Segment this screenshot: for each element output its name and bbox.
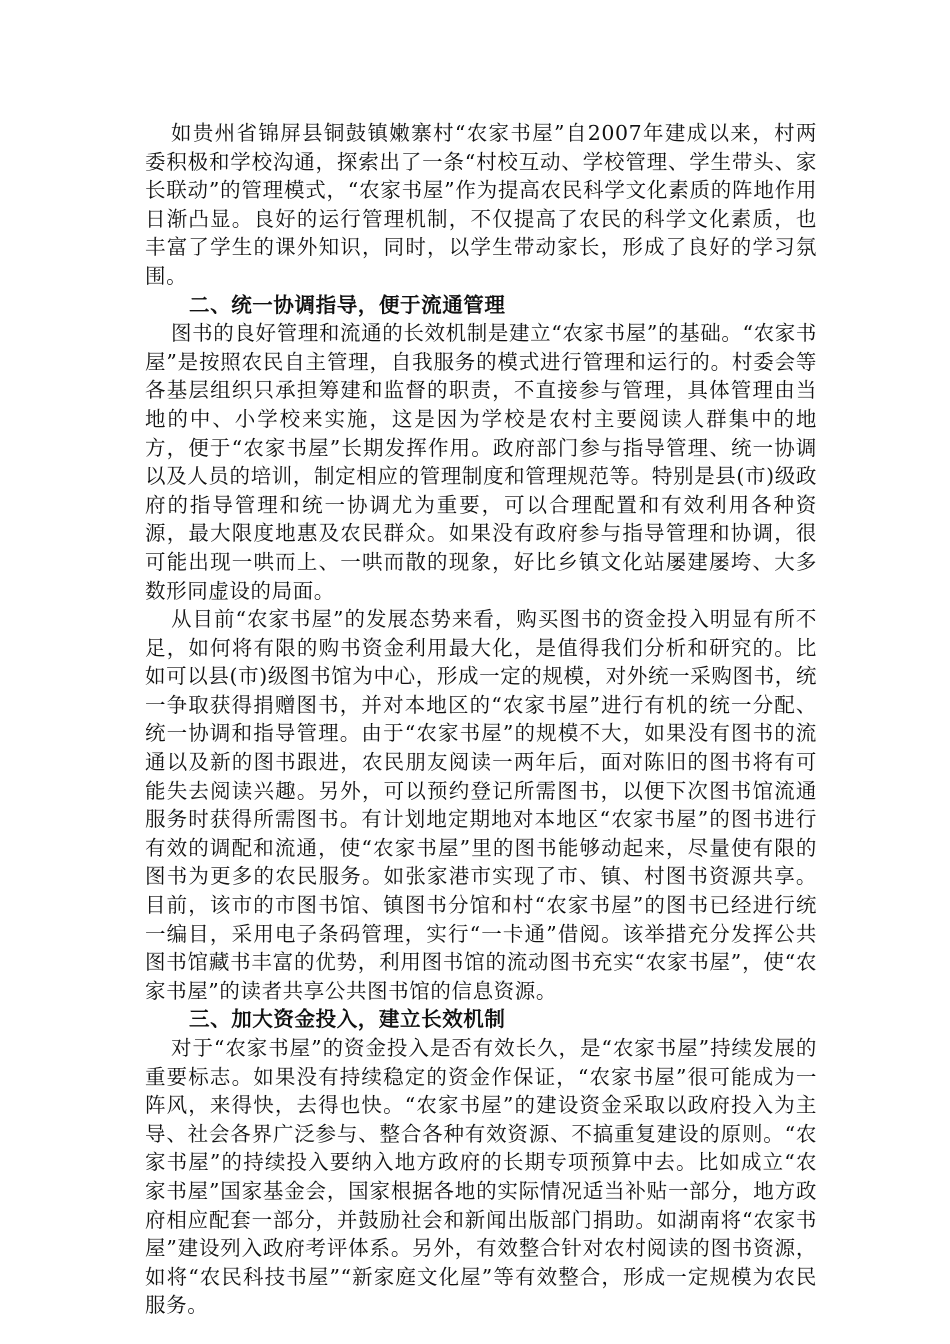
paragraph-funding-circulation: 从目前“农家书屋”的发展态势来看，购买图书的资金投入明显有所不足，如何将有限的购书资金利用最大化，是值得我们分析和研究的。比如可以县(市)级图书馆为中心，形成一定的规模，对外统一采购图书，统一争取获得捐赠图书，并对本地区的“农家书屋”进行有机的统一分配、统一协调和指导管理。由于“农家书屋”的规模不大，如果没有图书的流通以及新的图书跟进，农民朋友阅读一两年后，面对陈旧的图书将有可能失去阅读兴趣。另外，可以预约登记所需图书，以便下次图书馆流通服务时获得所需图书。有计划地定期地对本地区“农家书屋”的图书进行有效的调配和流通，使“农家书屋”里的图书能够动起来，尽量使有限的图书为更多的农民服务。如张家港市实现了市、镇、村图书资源共享。目前，该市的市图书馆、镇图书分馆和村“农家书屋”的图书已经进行统一编目，采用电子条码管理，实行“一卡通”借阅。该举措充分发挥公共图书馆藏书丰富的优势，利用图书馆的流动图书充实“农家书屋”，使“农家书屋”的读者共享公共图书馆的信息资源。 [145,607,817,1003]
paragraph-management-mechanism: 图书的良好管理和流通的长效机制是建立“农家书屋”的基础。“农家书屋”是按照农民自主管理，自我服务的模式进行管理和运行的。村委会等各基层组织只承担筹建和监督的职责，不直接参与管理，具体管理由当地的中、小学校来实施，这是因为学校是农村主要阅读人群集中的地方，便于“农家书屋”长期发挥作用。政府部门参与指导管理、统一协调以及人员的培训，制定相应的管理制度和管理规范等。特别是县(市)级政府的指导管理和统一协调尤为重要，可以合理配置和有效利用各种资源，最大限度地惠及农民群众。如果没有政府参与指导管理和协调，很可能出现一哄而上、一哄而散的现象，好比乡镇文化站屡建屡垮、大多数形同虚设的局面。 [145,321,817,603]
document-body [145,119,817,1320]
paragraph-jinping-example: 如贵州省锦屏县铜鼓镇嫩寨村“农家书屋”自2007年建成以来，村两委积极和学校沟通，探索出了一条“村校互动、学校管理、学生带头、家长联动”的管理模式，“农家书屋”作为提高农民科学文化素质的阵地作用日渐凸显。良好的运行管理机制，不仅提高了农民的科学文化素质，也丰富了学生的课外知识，同时，以学生带动家长，形成了良好的学习氛围。 [145,121,817,288]
paragraph-long-term-investment: 对于“农家书屋”的资金投入是否有效长久，是“农家书屋”持续发展的重要标志。如果没有持续稳定的资金作保证，“农家书屋”很可能成为一阵风，来得快，去得也快。“农家书屋”的建设资金采取以政府投入为主导、社会各界广泛参与、整合各种有效资源、不搞重复建设的原则。“农家书屋”的持续投入要纳入地方政府的长期专项预算中去。比如成立“农家书屋”国家基金会，国家根据各地的实际情况适当补贴一部分，地方政府相应配套一部分，并鼓励社会和新闻出版部门捐助。如湖南将“农家书屋”建设列入政府考评体系。另外，有效整合针对农村阅读的图书资源，如将“农民科技书屋”“新家庭文化屋”等有效整合，形成一定规模为农民服务。 [145,1036,817,1318]
section-heading-two: 二、统一协调指导，便于流通管理 [189,292,506,317]
section-heading-three: 三、加大资金投入，建立长效机制 [189,1007,506,1032]
